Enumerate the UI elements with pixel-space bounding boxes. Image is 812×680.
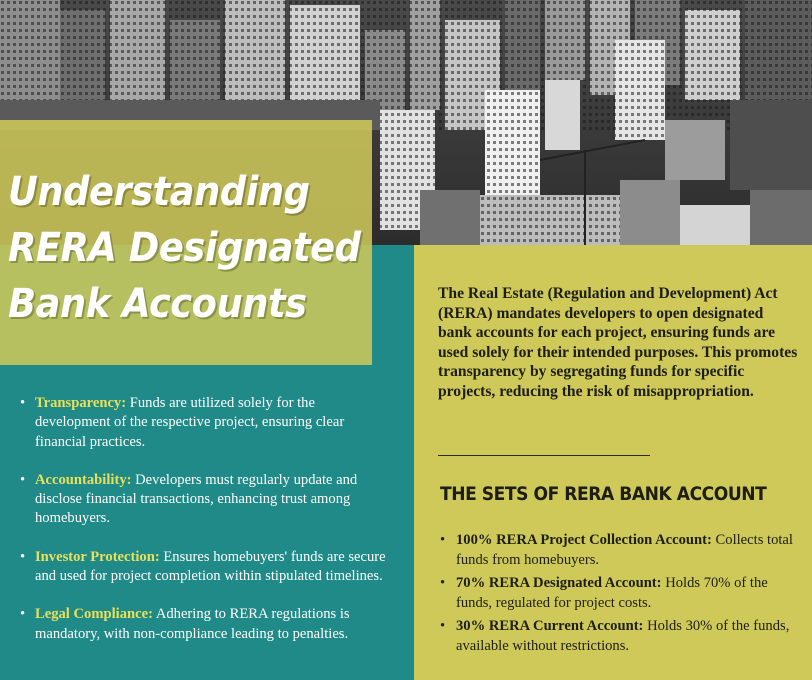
title-box [0,120,372,365]
benefit-item [20,548,390,587]
account-term: 100% RERA Project Collection Account: [456,532,712,548]
account-text: Holds 30% of the funds, available without restrictions. [456,618,790,654]
divider [438,455,650,456]
benefits-list [20,394,390,663]
benefit-term: Accountability: [35,471,132,488]
benefit-text: Adhering to RERA regulations is mandatory, with non-compliance leading to penalties. [35,606,350,642]
sets-heading: THE SETS OF RERA BANK ACCOUNT [440,483,767,505]
benefit-term: Legal Compliance: [35,606,153,623]
benefit-text: Ensures homebuyers' funds are secure and used for project completion within stipulated timelines. [35,548,386,585]
account-text: Collects total funds from homebuyers. [456,532,793,568]
benefit-text: Developers must regularly update and disclose financial transactions, enhancing trust among homebuyers. [35,471,358,527]
accounts-list [440,530,796,659]
benefit-term: Transparency: [35,395,127,411]
page-title [8,164,361,332]
benefit-item [20,394,390,452]
benefit-text: Funds are utilized solely for the development of the respective project, ensuring clear financial practices. [35,395,345,450]
intro-paragraph: The Real Estate (Regulation and Development) Act (RERA) mandates developers to open designated bank accounts for each project, ensuring funds are used solely for their intended purposes. This promotes transparency by segregating funds for specific projects, reducing the risk of misappropriation. [438,285,798,400]
account-term: 70% RERA Designated Account: [456,575,662,591]
account-item [440,616,796,656]
title-line: RERA Designated [8,225,361,271]
benefit-item [20,471,390,529]
title-line: Bank Accounts [8,281,307,327]
account-text: Holds 70% of the funds, regulated for project costs. [456,575,768,611]
account-item [440,530,796,570]
account-item [440,573,796,613]
title-line: Understanding [8,169,310,215]
benefit-term: Investor Protection: [35,548,160,565]
account-term: 30% RERA Current Account: [456,618,644,634]
benefit-item [20,605,390,644]
